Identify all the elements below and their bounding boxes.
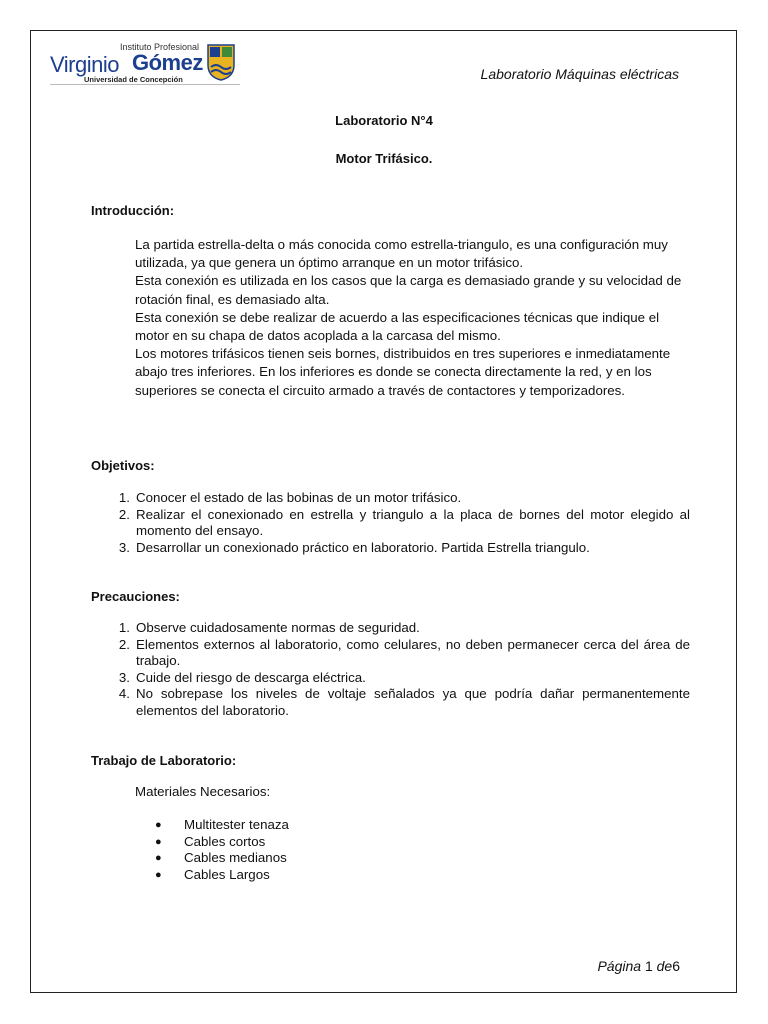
list-item bbox=[110, 620, 690, 637]
list-item bbox=[110, 670, 690, 687]
list-item bbox=[155, 834, 289, 851]
footer-of-word: de bbox=[656, 958, 673, 974]
item-text: Cables medianos bbox=[184, 850, 287, 866]
intro-body bbox=[135, 236, 695, 400]
list-item bbox=[110, 686, 690, 719]
materials-list bbox=[155, 817, 289, 883]
item-number: 4. bbox=[118, 686, 130, 702]
item-text: No sobrepase los niveles de voltaje señalados ya que podría dañar permanentemente elementos del laboratorio. bbox=[136, 686, 690, 718]
document-title: Laboratorio N°4 bbox=[335, 113, 433, 128]
item-text: Observe cuidadosamente normas de seguridad. bbox=[136, 620, 420, 635]
item-text: Cables Largos bbox=[184, 866, 270, 882]
objetivos-list bbox=[110, 490, 690, 556]
item-text: Multitester tenaza bbox=[184, 817, 289, 832]
bullet-icon: ● bbox=[155, 819, 162, 831]
item-text: Conocer el estado de las bobinas de un motor trifásico. bbox=[136, 490, 462, 505]
item-text: Cuide del riesgo de descarga eléctrica. bbox=[136, 669, 366, 685]
item-number: 1. bbox=[118, 490, 130, 505]
item-text: Elementos externos al laboratorio, como celulares, no deben permanecer cerca del área de trabajo. bbox=[136, 636, 690, 669]
header-title: Laboratorio Máquinas eléctricas bbox=[480, 66, 679, 82]
page-footer bbox=[597, 958, 680, 974]
list-item bbox=[110, 490, 690, 507]
heading-trabajo: Trabajo de Laboratorio: bbox=[91, 753, 237, 768]
intro-paragraph: La partida estrella-delta o más conocida como estrella-triangulo, es una configuración muy utilizada, ya que genera un óptimo arranque en un motor trifásico. bbox=[135, 237, 668, 271]
bullet-icon: ● bbox=[155, 868, 162, 881]
footer-page-word: Página bbox=[597, 958, 642, 974]
item-number: 2. bbox=[118, 636, 130, 652]
bullet-icon: ● bbox=[155, 835, 162, 848]
header-divider bbox=[50, 84, 240, 85]
intro-paragraph: Esta conexión se debe realizar de acuerdo a las especificaciones técnicas que indique el motor en su chapa de datos acoplada a la carcasa del mismo. bbox=[135, 309, 660, 344]
precauciones-list bbox=[110, 620, 690, 720]
heading-precauciones: Precauciones: bbox=[91, 589, 180, 604]
logo-name-gomez: Gómez bbox=[132, 50, 203, 75]
logo-top-text: Instituto Profesional bbox=[120, 42, 200, 52]
footer-page-number: 1 bbox=[644, 958, 653, 974]
list-item bbox=[110, 540, 690, 557]
document-subtitle: Motor Trifásico. bbox=[335, 151, 433, 166]
heading-objetivos: Objetivos: bbox=[91, 458, 155, 473]
logo-subtitle: Universidad de Concepción bbox=[84, 75, 183, 84]
footer-total-pages: 6 bbox=[672, 958, 680, 974]
logo-name-virginio: Virginio bbox=[50, 52, 119, 77]
item-text: Realizar el conexionado en estrella y triangulo a la placa de bornes del motor elegido al momento del ensayo. bbox=[136, 506, 690, 539]
bullet-icon: ● bbox=[155, 852, 162, 865]
intro-paragraph: Los motores trifásicos tienen seis bornes, distribuidos en tres superiores e inmediatamente abajo tres inferiores. En los inferiores es donde se conecta directamente la red, y en los superiores se conecta el circuito armado a través de contactores y temporizadores. bbox=[135, 346, 671, 398]
list-item bbox=[155, 867, 289, 884]
list-item bbox=[155, 850, 289, 867]
item-number: 2. bbox=[118, 506, 130, 522]
list-item bbox=[155, 817, 289, 834]
list-item bbox=[110, 637, 690, 670]
item-text: Cables cortos bbox=[184, 833, 266, 849]
heading-introduccion: Introducción: bbox=[91, 203, 175, 218]
institution-logo bbox=[50, 42, 240, 86]
item-number: 3. bbox=[118, 669, 130, 685]
list-item bbox=[110, 507, 690, 540]
item-number: 1. bbox=[118, 620, 130, 635]
item-text: Desarrollar un conexionado práctico en laboratorio. Partida Estrella triangulo. bbox=[136, 539, 590, 555]
item-number: 3. bbox=[118, 539, 130, 555]
crest-icon bbox=[206, 43, 236, 81]
materials-label: Materiales Necesarios: bbox=[135, 784, 271, 799]
intro-paragraph: Esta conexión es utilizada en los casos que la carga es demasiado grande y su velocidad de rotación final, es demasiado alta. bbox=[135, 273, 682, 307]
